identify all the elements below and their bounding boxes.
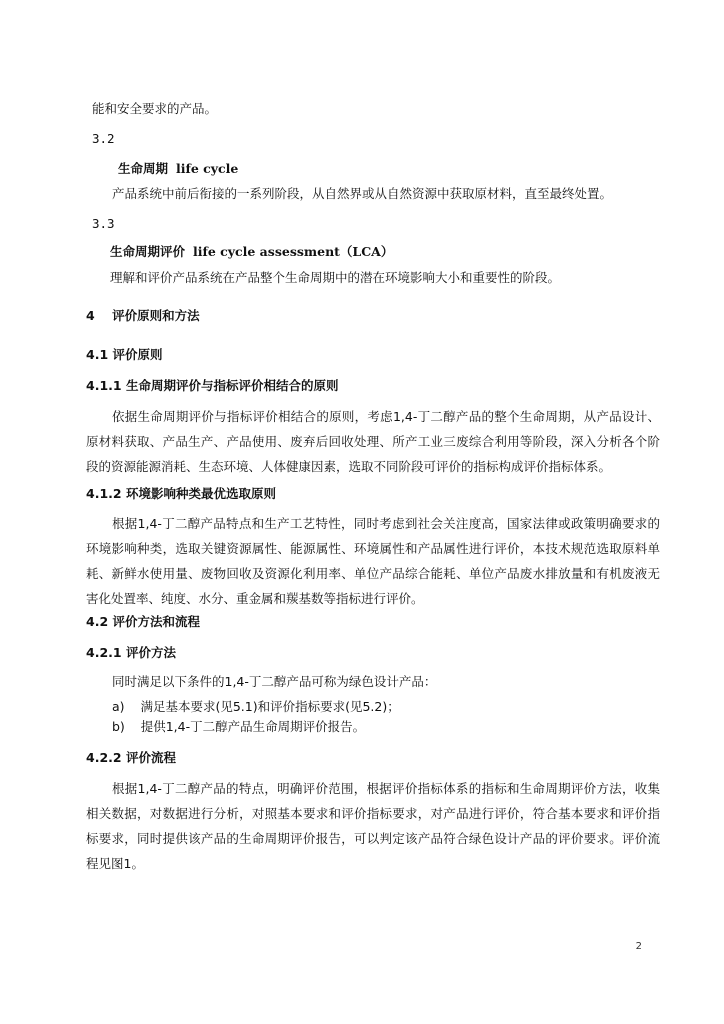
section-4-heading [86,308,200,324]
term-life-cycle [118,161,238,177]
list-item-a [112,699,400,715]
definition-life-cycle: 产品系统中前后衔接的一系列阶段，从自然界或从自然资源中获取原材料，直至最终处置。 [112,186,613,201]
term-lca-en: life cycle assessment（LCA） [192,244,394,259]
section-4-1-2-heading: 4.1.2 环境影响种类最优选取原则 [86,486,276,501]
list-item-b-text: 提供1,4-丁二醇产品生命周期评价报告。 [140,719,366,734]
continuation-line: 能和安全要求的产品。 [92,101,218,116]
section-4-1-2-body: 根据1,4-丁二醇产品特点和生产工艺特性，同时考虑到社会关注度高，国家法律或政策明确要求的环境影响种类，选取关键资源属性、能源属性、环境属性和产品属性进行评价，本技术规范选取原料单耗、新鲜水使用量、废物回收及资源化利用率、单位产品综合能耗、单位产品废水排放量和有机废液无害化处置率、纯度、水分、重金属和羰基数等指标进行评价。 [86,516,660,606]
section-4-2-1-intro: 同时满足以下条件的1,4-丁二醇产品可称为绿色设计产品： [112,674,437,689]
section-4-2-heading: 4.2 评价方法和流程 [86,614,200,629]
section-4-2-1-heading: 4.2.1 评价方法 [86,645,176,660]
section-4-2-2-heading: 4.2.2 评价流程 [86,750,176,765]
list-item-a-marker: a) [112,699,125,714]
section-4-1-1-body: 依据生命周期评价与指标评价相结合的原则，考虑1,4-丁二醇产品的整个生命周期，从产品设计、原材料获取、产品生产、产品使用、废弃后回收处理、所产工业三废综合利用等阶段，深入分析各个阶段的资源能源消耗、生态环境、人体健康因素，选取不同阶段可评价的指标构成评价指标体系。 [86,409,660,474]
page-number: 2 [635,941,642,952]
term-lca-cn: 生命周期评价 [110,244,186,259]
definition-lca: 理解和评价产品系统在产品整个生命周期中的潜在环境影响大小和重要性的阶段。 [110,270,561,285]
section-3-3-number: 3.3 [92,216,115,231]
section-4-1-1-heading: 4.1.1 生命周期评价与指标评价相结合的原则 [86,378,339,393]
list-item-a-text: 满足基本要求(见5.1)和评价指标要求(见5.2)； [140,699,400,714]
section-4-1-heading: 4.1 评价原则 [86,347,163,362]
list-item-b [112,719,365,735]
term-life-cycle-cn: 生命周期 [118,161,169,176]
list-item-b-marker: b) [112,719,125,734]
section-4-number: 4 [86,308,95,323]
section-4-title: 评价原则和方法 [112,308,200,323]
term-lca [110,244,393,260]
section-3-2-number: 3.2 [92,131,115,146]
section-4-2-2-body: 根据1,4-丁二醇产品的特点，明确评价范围，根据评价指标体系的指标和生命周期评价方法，收集相关数据，对数据进行分析，对照基本要求和评价指标要求，对产品进行评价，符合基本要求和评价指标要求，同时提供该产品的生命周期评价报告，可以判定该产品符合绿色设计产品的评价要求。评价流程见图1。 [86,781,660,871]
term-life-cycle-en: life cycle [175,161,239,176]
